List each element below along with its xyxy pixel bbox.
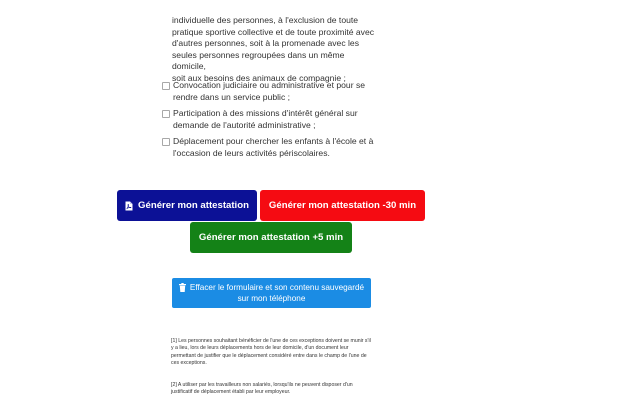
reason-checkbox[interactable] [162, 82, 170, 90]
reason-convocation[interactable] [162, 80, 382, 103]
generate-plus5-label: Générer mon attestation +5 min [198, 232, 344, 243]
clear-form-button[interactable] [172, 278, 371, 308]
footnote-2: [2] A utiliser par les travailleurs non salariés, lorsqu'ils ne peuvent disposer d'un justificatif de déplacement établi par leur employeur. [171, 382, 353, 396]
clear-button-label-1: Effacer le formulaire et son contenu sauvegardé [189, 282, 365, 292]
intro-paragraph [172, 15, 378, 85]
generate-button-label: Générer mon attestation [138, 200, 249, 211]
generate-minus30-label: Générer mon attestation -30 min [268, 200, 417, 211]
clear-button-first-line [176, 282, 367, 294]
intro-text: individuelle des personnes, à l'exclusion de toute pratique sportive collective et de toute proximité avec d'autres personnes, soit à la promenade avec les seules personnes regroupées dans un même domicile, soit aux besoins des animaux de compagnie ; [172, 15, 375, 83]
reason-label: Déplacement pour chercher les enfants à l'école et à l'occasion de leurs activités périscolaires. [173, 136, 374, 158]
reason-label: Participation à des missions d'intérêt général sur demande de l'autorité administrative ; [173, 108, 358, 130]
pdf-file-icon [125, 201, 133, 211]
reason-enfants-ecole[interactable] [162, 136, 382, 159]
generate-attestation-button[interactable] [117, 190, 257, 221]
generate-attestation-plus5-button[interactable] [190, 222, 352, 253]
reason-mission-interet-general[interactable] [162, 108, 382, 131]
generate-attestation-minus30-button[interactable] [260, 190, 425, 221]
trash-icon [179, 283, 186, 292]
clear-button-label-2: sur mon téléphone [237, 294, 306, 303]
reason-checkbox[interactable] [162, 138, 170, 146]
reason-label: Convocation judiciaire ou administrative et pour se rendre dans un service public ; [173, 80, 366, 102]
reason-checkbox[interactable] [162, 110, 170, 118]
footnote-1: [1] Les personnes souhaitant bénéficier de l'une de ces exceptions doivent se munir s'il y a lieu, lors de leurs déplacements hors de leur domicile, d'un document leur permettant de justifier que le déplacement considéré entre dans le champ de l'une de ces exceptions. [171, 338, 371, 367]
